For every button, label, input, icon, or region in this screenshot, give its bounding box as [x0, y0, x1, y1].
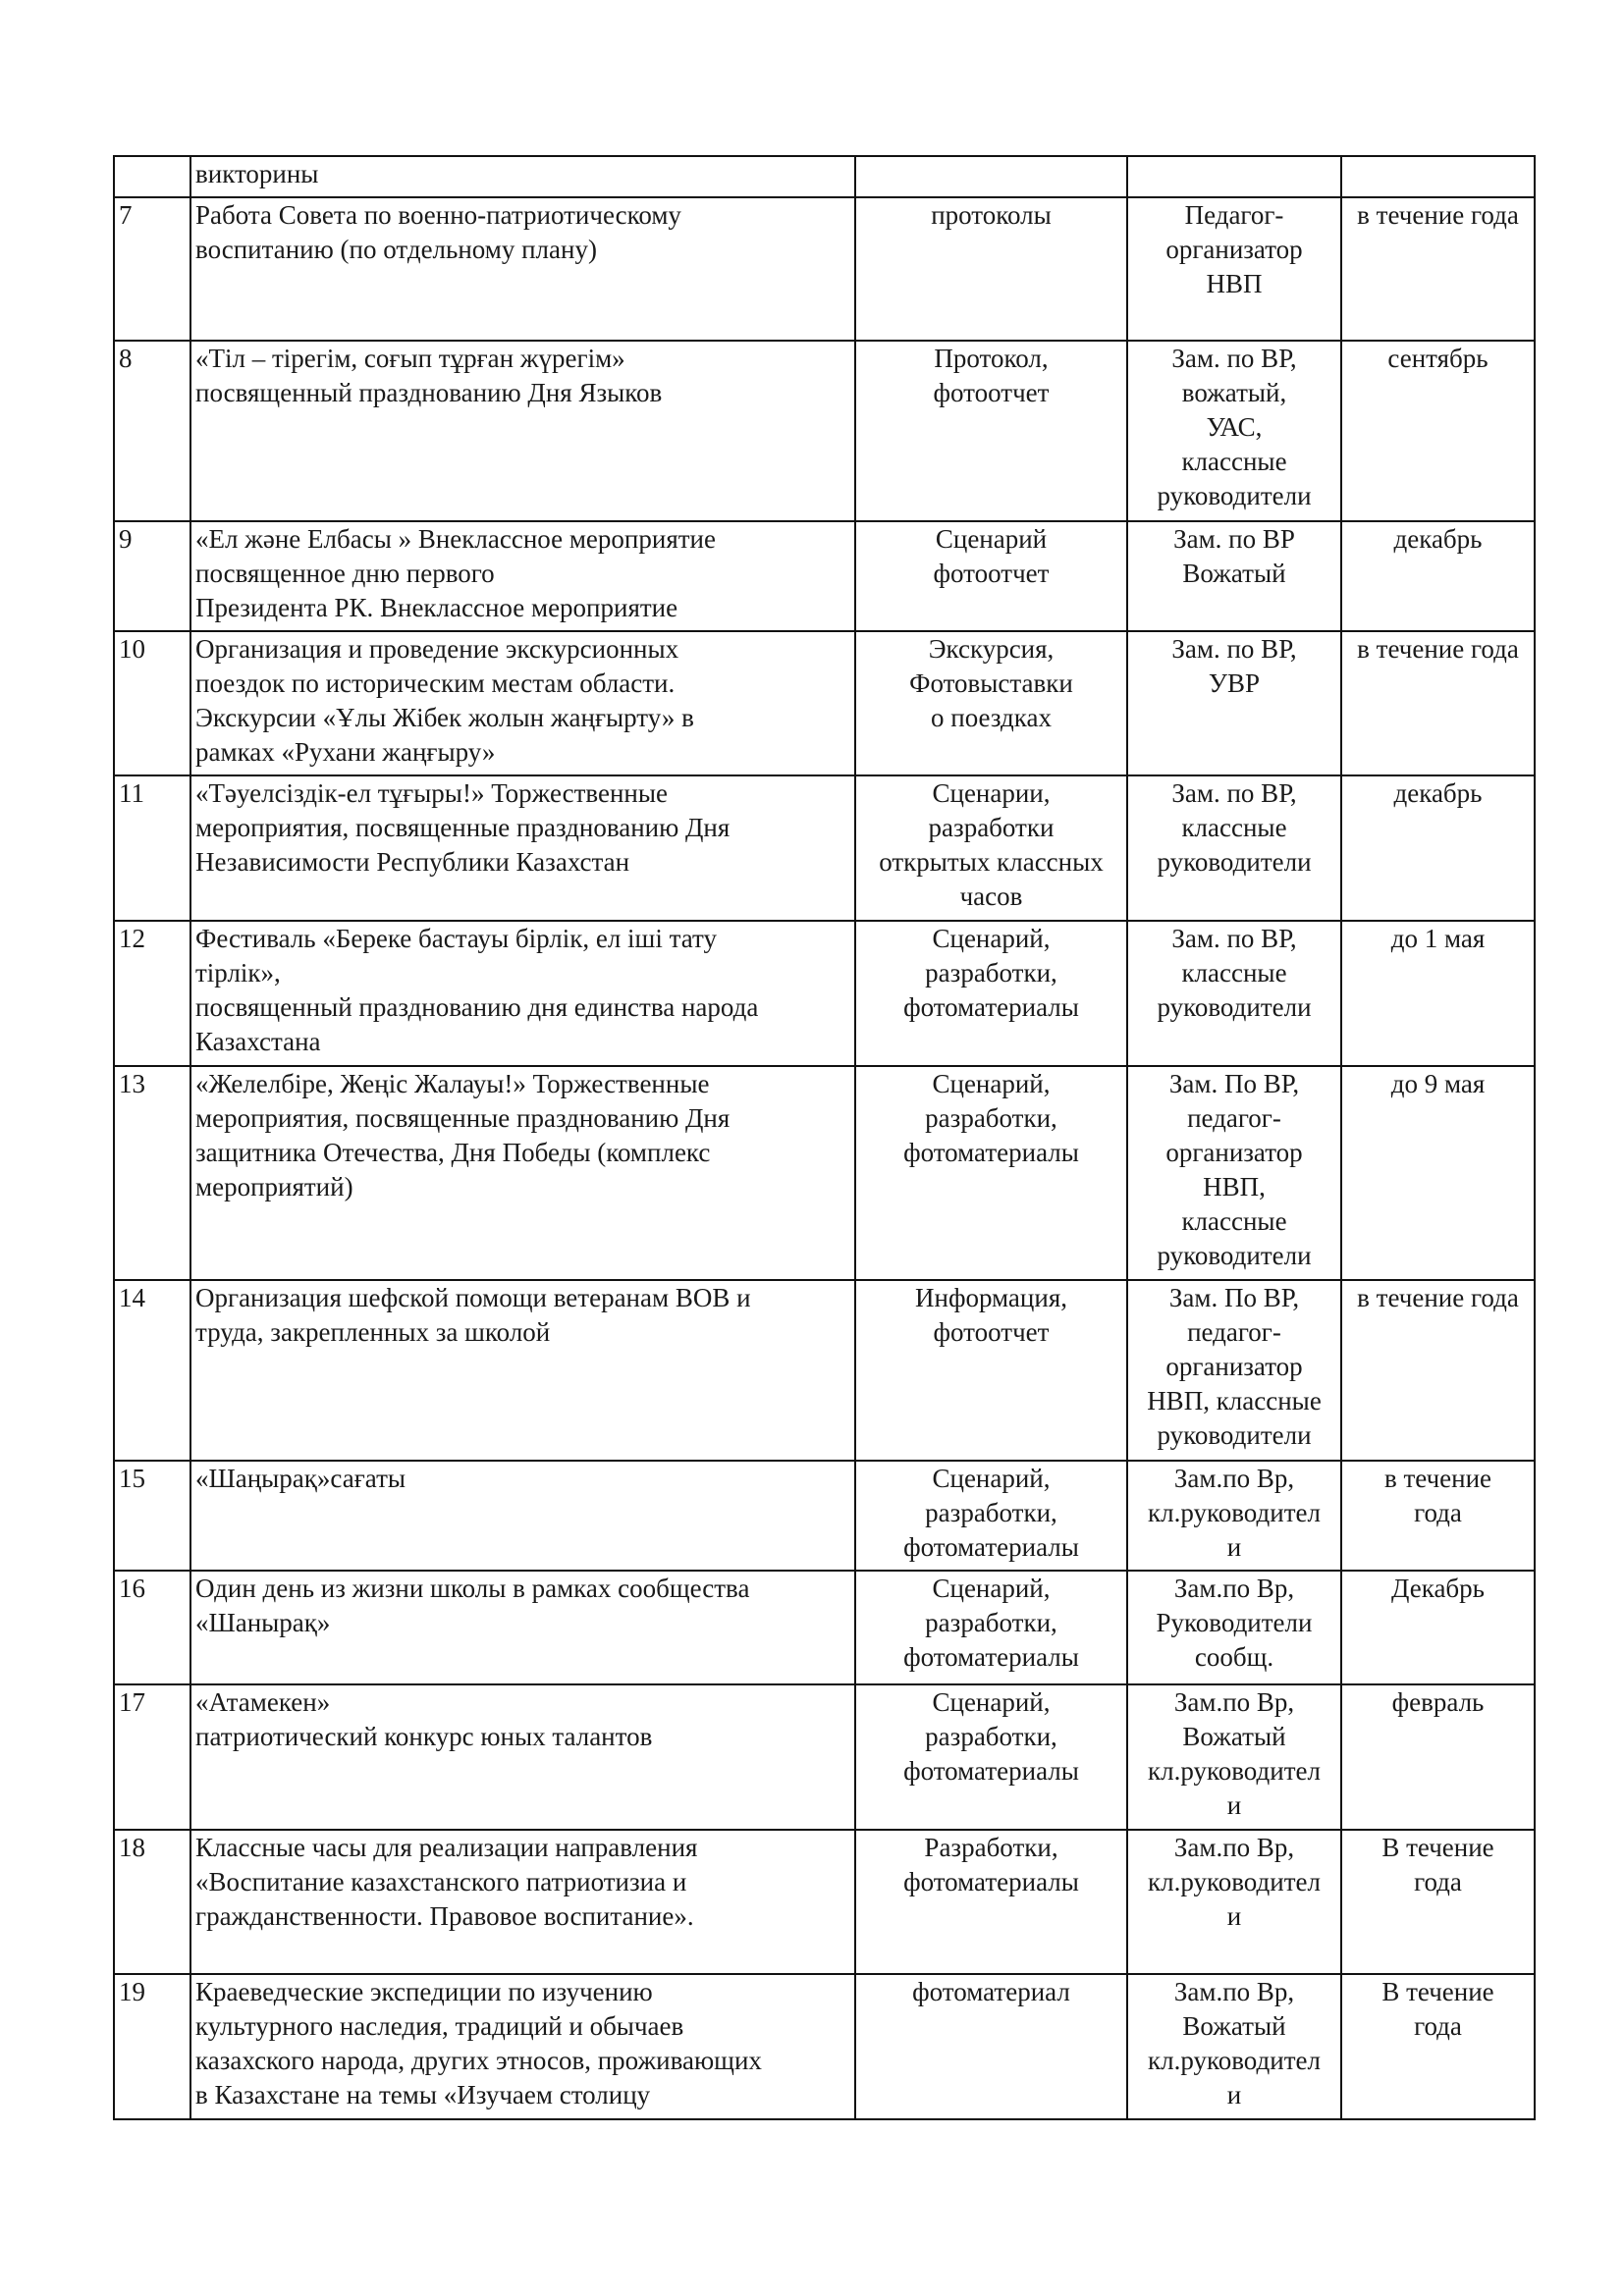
table-row: [114, 775, 1535, 921]
row-number: 8: [114, 341, 190, 521]
row-number: 18: [114, 1830, 190, 1974]
row-number: 17: [114, 1684, 190, 1830]
row-number: 9: [114, 521, 190, 631]
event-cell: «Атамекен» патриотический конкурс юных талантов: [190, 1684, 855, 1830]
row-number: 15: [114, 1461, 190, 1571]
row-number: [114, 156, 190, 197]
term-cell: в течение года: [1341, 1280, 1535, 1461]
event-cell: «Тіл – тірегім, соғып тұрған жүрегім» посвященный празднованию Дня Языков: [190, 341, 855, 521]
term-cell: Декабрь: [1341, 1571, 1535, 1684]
form-cell: фотоматериал: [855, 1974, 1127, 2119]
term-cell: В течение года: [1341, 1974, 1535, 2119]
table-row: [114, 197, 1535, 341]
responsible-cell: Зам.по Вр, кл.руководител и: [1127, 1461, 1341, 1571]
responsible-cell: [1127, 156, 1341, 197]
term-cell: В течение года: [1341, 1830, 1535, 1974]
responsible-cell: Зам. По ВР, педагог- организатор НВП, классные руководители: [1127, 1280, 1341, 1461]
event-cell: «Тәуелсіздік-ел тұғыры!» Торжественные мероприятия, посвященные празднованию Дня Независимости Республики Казахстан: [190, 775, 855, 921]
form-cell: Разработки, фотоматериалы: [855, 1830, 1127, 1974]
table-row: [114, 341, 1535, 521]
table-row: [114, 921, 1535, 1066]
responsible-cell: Зам.по Вр, Вожатый кл.руководител и: [1127, 1684, 1341, 1830]
term-cell: декабрь: [1341, 775, 1535, 921]
table-row: [114, 1684, 1535, 1830]
event-cell: «Шаңырақ»сағаты: [190, 1461, 855, 1571]
row-number: 19: [114, 1974, 190, 2119]
event-cell: Организация и проведение экскурсионных поездок по историческим местам области. Экскурсии «Ұлы Жібек жолын жаңғырту» в рамках «Рухани жаңғыру»: [190, 631, 855, 775]
responsible-cell: Зам.по Вр, Вожатый кл.руководител и: [1127, 1974, 1341, 2119]
event-cell: викторины: [190, 156, 855, 197]
responsible-cell: Зам. по ВР, классные руководители: [1127, 775, 1341, 921]
table-row: [114, 631, 1535, 775]
row-number: 14: [114, 1280, 190, 1461]
event-cell: Организация шефской помощи ветеранам ВОВ и труда, закрепленных за школой: [190, 1280, 855, 1461]
row-number: 13: [114, 1066, 190, 1280]
form-cell: Сценарий, разработки, фотоматериалы: [855, 921, 1127, 1066]
table-row: [114, 156, 1535, 197]
term-cell: сентябрь: [1341, 341, 1535, 521]
responsible-cell: Зам. по ВР, классные руководители: [1127, 921, 1341, 1066]
row-number: 11: [114, 775, 190, 921]
event-cell: Один день из жизни школы в рамках сообщества «Шанырақ»: [190, 1571, 855, 1684]
form-cell: Информация, фотоотчет: [855, 1280, 1127, 1461]
row-number: 16: [114, 1571, 190, 1684]
table-row: [114, 1571, 1535, 1684]
responsible-cell: Зам.по Вр, кл.руководител и: [1127, 1830, 1341, 1974]
responsible-cell: Зам. По ВР, педагог- организатор НВП, классные руководители: [1127, 1066, 1341, 1280]
event-cell: «Ел және Елбасы » Внеклассное мероприятие посвященное дню первого Президента РК. Внеклассное мероприятие: [190, 521, 855, 631]
form-cell: Протокол, фотоотчет: [855, 341, 1127, 521]
table-row: [114, 1066, 1535, 1280]
table-row: [114, 1280, 1535, 1461]
responsible-cell: Педагог- организатор НВП: [1127, 197, 1341, 341]
event-cell: Краеведческие экспедиции по изучению культурного наследия, традиций и обычаев казахского народа, других этносов, проживающих в Казахстане на темы «Изучаем столицу: [190, 1974, 855, 2119]
responsible-cell: Зам. по ВР, вожатый, УАС, классные руководители: [1127, 341, 1341, 521]
form-cell: Сценарий, разработки, фотоматериалы: [855, 1066, 1127, 1280]
term-cell: [1341, 156, 1535, 197]
form-cell: Сценарий фотоотчет: [855, 521, 1127, 631]
responsible-cell: Зам. по ВР, УВР: [1127, 631, 1341, 775]
form-cell: Сценарий, разработки, фотоматериалы: [855, 1461, 1127, 1571]
table-row: [114, 1974, 1535, 2119]
term-cell: в течение года: [1341, 197, 1535, 341]
term-cell: февраль: [1341, 1684, 1535, 1830]
form-cell: Сценарий, разработки, фотоматериалы: [855, 1684, 1127, 1830]
table-row: [114, 1461, 1535, 1571]
plan-table: [113, 155, 1536, 2120]
term-cell: до 1 мая: [1341, 921, 1535, 1066]
form-cell: [855, 156, 1127, 197]
table-row: [114, 1830, 1535, 1974]
responsible-cell: Зам.по Вр, Руководители сообщ.: [1127, 1571, 1341, 1684]
event-cell: Работа Совета по военно-патриотическому воспитанию (по отдельному плану): [190, 197, 855, 341]
form-cell: Экскурсия, Фотовыставки о поездках: [855, 631, 1127, 775]
form-cell: Сценарии, разработки открытых классных часов: [855, 775, 1127, 921]
form-cell: протоколы: [855, 197, 1127, 341]
row-number: 7: [114, 197, 190, 341]
event-cell: Классные часы для реализации направления «Воспитание казахстанского патриотизиа и гражданственности. Правовое воспитание».: [190, 1830, 855, 1974]
row-number: 10: [114, 631, 190, 775]
event-cell: «Желелбіре, Жеңіс Жалауы!» Торжественные мероприятия, посвященные празднованию Дня защитника Отечества, Дня Победы (комплекс мероприятий): [190, 1066, 855, 1280]
form-cell: Сценарий, разработки, фотоматериалы: [855, 1571, 1127, 1684]
table-row: [114, 521, 1535, 631]
term-cell: в течение года: [1341, 631, 1535, 775]
term-cell: декабрь: [1341, 521, 1535, 631]
row-number: 12: [114, 921, 190, 1066]
event-cell: Фестиваль «Береке бастауы бірлік, ел іші тату тірлік», посвященный празднованию дня единства народа Казахстана: [190, 921, 855, 1066]
term-cell: до 9 мая: [1341, 1066, 1535, 1280]
term-cell: в течение года: [1341, 1461, 1535, 1571]
responsible-cell: Зам. по ВР Вожатый: [1127, 521, 1341, 631]
